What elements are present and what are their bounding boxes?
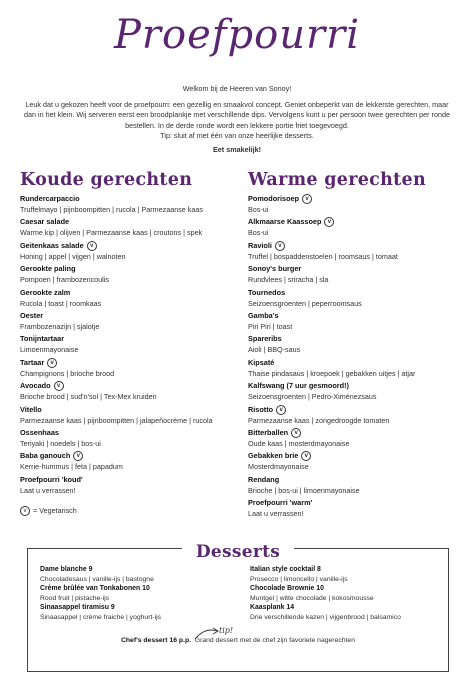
dish-name (20, 193, 225, 204)
dessert-name: Crème brûlée van Tonkabonen 10 (40, 585, 150, 593)
dish-ingredients: Warme kip | olijven | Parmezaanse kaas | croutons | spek (20, 228, 203, 238)
dish-item (248, 193, 453, 216)
dish-ingredients: Seizoensgroenten | peperroomsaus (248, 298, 362, 308)
dish-ingredients: Frambozenazijn | sjalotje (20, 321, 100, 331)
dish-ingredients: Parmezaanse kaas | zongedroogde tomaten (248, 415, 390, 425)
dish-item (248, 404, 453, 427)
dish-ingredients: Pompoen | frambozencoulis (20, 275, 109, 285)
dish-ingredients: Parmezaanse kaas | pijnboompitten | jalapeñocrème | rucola (20, 415, 213, 425)
dish-ingredients: Truffel | bospaddenstoelen | roomsaus | tomaat (248, 251, 398, 261)
dish-name (248, 287, 453, 298)
dish-name (248, 474, 453, 485)
dessert-item (250, 565, 450, 584)
dish-ingredients: Bos-ui (248, 228, 269, 238)
dish-ingredients: Aioli | BBQ-saus (248, 345, 301, 355)
dish-name (20, 380, 225, 391)
chef-dessert-text: Grand dessert met de chef zijn favoriete nagerechten (194, 637, 355, 644)
warm-dish-list (248, 193, 453, 520)
dish-item (248, 380, 453, 403)
dish-item (248, 450, 453, 473)
leaf-icon: v (276, 405, 286, 415)
dish-item (248, 287, 453, 310)
dish-name (20, 240, 225, 251)
dish-ingredients: Rucola | toast | roomkaas (20, 298, 102, 308)
dessert-ingredients: Prosecco | limoncello | vanille-ijs (250, 575, 348, 583)
enjoy-line: Eet smakelijk! (213, 144, 261, 154)
dish-item (20, 450, 225, 473)
dish-ingredients: Truffelmayo | pijnboompitten | rucola | Parmezaanse kaas (20, 205, 203, 214)
dish-name (20, 216, 225, 227)
dish-name (248, 333, 453, 344)
dessert-ingredients: Drie verschillende kazen | vijgenbrood | balsamico (250, 613, 401, 621)
dish-name (248, 357, 453, 368)
dish-name (248, 450, 453, 461)
dish-name (248, 427, 453, 438)
warm-dishes-column (248, 170, 453, 520)
dessert-ingredients: Rood fruit | pistache-ijs (40, 594, 110, 602)
leaf-icon: v (87, 241, 97, 251)
dish-name-text: Ossenhaas (20, 427, 59, 437)
dessert-left-column (40, 565, 240, 623)
dish-item (248, 427, 453, 450)
dish-name (248, 404, 453, 415)
dish-item (20, 193, 225, 216)
dish-ingredients: Piri Piri | toast (248, 321, 293, 331)
dish-item (20, 404, 225, 427)
dessert-name: Sinaasappel tiramisu 9 (40, 604, 115, 612)
dish-name-text: Kalfswang (7 uur gesmoord!) (248, 381, 349, 391)
dish-item (248, 333, 453, 356)
dish-name-text: Ravioli (248, 240, 272, 250)
chef-dessert-title: Chef's dessert 16 p.p. (121, 637, 191, 644)
dish-name-text: Gerookte zalm (20, 287, 71, 297)
desserts-heading-wrap (28, 536, 448, 564)
menu-title: Proefpourri (113, 12, 361, 58)
dish-name-text: Sonoy's burger (248, 264, 302, 274)
dish-name-text: Baba ganouch (20, 451, 71, 461)
dish-name-text: Rundercarpaccio (20, 194, 80, 203)
dish-name-text: Geitenkaas salade (20, 240, 84, 250)
dish-name (20, 333, 225, 344)
dish-name-text: Gerookte paling (20, 264, 76, 274)
cold-heading: Koude gerechten (20, 170, 193, 190)
dessert-ingredients: Sinaasappel | crème fraiche | yoghurt-ijs (40, 613, 162, 621)
dish-item (20, 240, 225, 263)
dessert-item (40, 584, 240, 603)
dish-ingredients: Rundvlees | sriracha | sla (248, 275, 329, 285)
dessert-name: Chocolade Brownie 10 (250, 585, 324, 593)
dish-name-text: Bitterballen (248, 427, 289, 437)
dish-name-text: Vitello (20, 404, 42, 414)
leaf-icon: v (73, 451, 83, 461)
dish-item (20, 216, 225, 239)
leaf-icon: v (291, 428, 301, 438)
dessert-ingredients: Muntgel | witte chocolade | kokosmousse (250, 594, 374, 602)
dish-name-text: Proefpourri 'warm' (248, 498, 313, 508)
chef-dessert-line (28, 637, 448, 644)
dish-item (20, 357, 225, 380)
dish-item (20, 333, 225, 356)
dish-ingredients: Champignons | brioche brood (20, 368, 115, 378)
dessert-item (250, 584, 450, 603)
dessert-right-column (250, 565, 450, 623)
legend-text: = Vegetarisch (33, 506, 77, 516)
leaf-icon: v (275, 241, 285, 251)
dish-name (248, 193, 453, 204)
dish-item (248, 263, 453, 286)
desserts-heading: Desserts (182, 542, 294, 562)
dish-item (248, 497, 453, 520)
veg-legend (20, 506, 225, 516)
leaf-icon: v (54, 381, 64, 391)
dish-name (248, 380, 453, 391)
dessert-item (250, 603, 450, 622)
dish-name-text: Proefpourri 'koud' (20, 474, 83, 484)
dish-name (248, 310, 453, 321)
leaf-icon: v (47, 358, 57, 368)
dish-name (20, 404, 225, 415)
leaf-icon: v (302, 194, 312, 204)
dish-name-text: Rendang (248, 474, 280, 484)
desserts-box (27, 542, 449, 672)
dish-name-text: Avocado (20, 381, 51, 391)
dish-name (20, 310, 225, 321)
dessert-name: Kaasplank 14 (250, 604, 295, 612)
dish-name-text: Caesar salade (20, 217, 70, 227)
tip-label: tip! (219, 626, 233, 635)
dish-name-text: Gebakken brie (248, 451, 299, 461)
dish-name-text: Kipsaté (248, 357, 275, 367)
dish-item (248, 240, 453, 263)
dish-item (20, 287, 225, 310)
dish-name-text: Pomodorisoep (248, 194, 300, 203)
dish-name (248, 263, 453, 274)
dish-ingredients: Laat u verrassen! (20, 485, 76, 495)
dish-ingredients: Brioche brood | sud'n'sol | Tex-Mex kruiden (20, 392, 157, 402)
dish-name-text: Gamba's (248, 310, 279, 320)
leaf-icon: v (301, 451, 311, 461)
dish-item (20, 474, 225, 497)
cold-dishes-column (20, 170, 225, 516)
leaf-icon: v (20, 506, 30, 516)
dish-name-text: Tartaar (20, 357, 45, 367)
dessert-item (40, 565, 240, 584)
dish-item (248, 216, 453, 239)
dish-item (248, 357, 453, 380)
intro-text (20, 84, 454, 156)
dish-name (20, 474, 225, 485)
dish-item (20, 310, 225, 333)
dish-ingredients: Oude kaas | mosterdmayonaise (248, 438, 350, 448)
dish-ingredients: Laat u verrassen! (248, 509, 304, 519)
welcome-line: Welkom bij de Heeren van Sonoy! (182, 84, 292, 93)
dish-name-text: Oester (20, 310, 44, 320)
dish-name-text: Tournedos (248, 287, 286, 297)
dessert-ingredients: Chocoladesaus | vanille-ijs | bastogne (40, 575, 154, 583)
dessert-name: Dame blanche 9 (40, 566, 93, 573)
dish-ingredients: Limoenmayonaise (20, 345, 79, 355)
cold-dish-list (20, 193, 225, 497)
dish-name (248, 216, 453, 227)
dish-ingredients: Teriyaki | noedels | bos-ui (20, 438, 101, 448)
dish-ingredients: Kerrie-hummus | feta | papadum (20, 462, 123, 472)
dish-ingredients: Bos-ui (248, 205, 269, 215)
dish-name (20, 427, 225, 438)
dessert-name: Italian style cocktail 8 (250, 566, 321, 573)
warm-heading: Warme gerechten (248, 170, 426, 190)
dish-name-text: Risotto (248, 404, 274, 414)
dish-item (20, 263, 225, 286)
dish-name (248, 497, 453, 508)
dish-item (20, 427, 225, 450)
dish-name (20, 357, 225, 368)
dish-name (20, 287, 225, 298)
dish-ingredients: Brioche | bos-ui | limoenmayonaise (248, 485, 360, 495)
dish-name (248, 240, 453, 251)
leaf-icon: v (324, 217, 334, 227)
dish-ingredients: Thaise pindasaus | kroepoek | gebakken uitjes | atjar (248, 368, 416, 378)
dish-ingredients: Mosterdmayonaise (248, 462, 309, 472)
dish-ingredients: Seizoensgroenten | Pedro-Ximénezsaus (248, 392, 377, 402)
intro-tip: Tip: sluit af met één van onze heerlijke desserts. (160, 131, 314, 141)
dish-name-text: Spareribs (248, 334, 282, 344)
dish-name (20, 263, 225, 274)
dish-name-text: Tonijntartaar (20, 334, 65, 344)
intro-paragraph: Leuk dat u gekozen heeft voor de proefpourri: een gezellig en smaakvol concept. Geniet onbeperkt van de lekkerste gerechten, maar dan in het klein. Wij serveren eerst een broodplankje met verschillende dips. Vervolgens kunt u per persoon twee gerechten per ronde bestellen. In de derde ronde wordt een lekkere portie friet toegevoegd. (24, 99, 450, 130)
dish-name-text: Alkmaarse Kaassoep (248, 217, 322, 227)
dish-item (20, 380, 225, 403)
dish-item (248, 310, 453, 333)
dish-item (248, 474, 453, 497)
dish-ingredients: Honing | appel | vijgen | walnoten (20, 251, 126, 261)
dish-name (20, 450, 225, 461)
